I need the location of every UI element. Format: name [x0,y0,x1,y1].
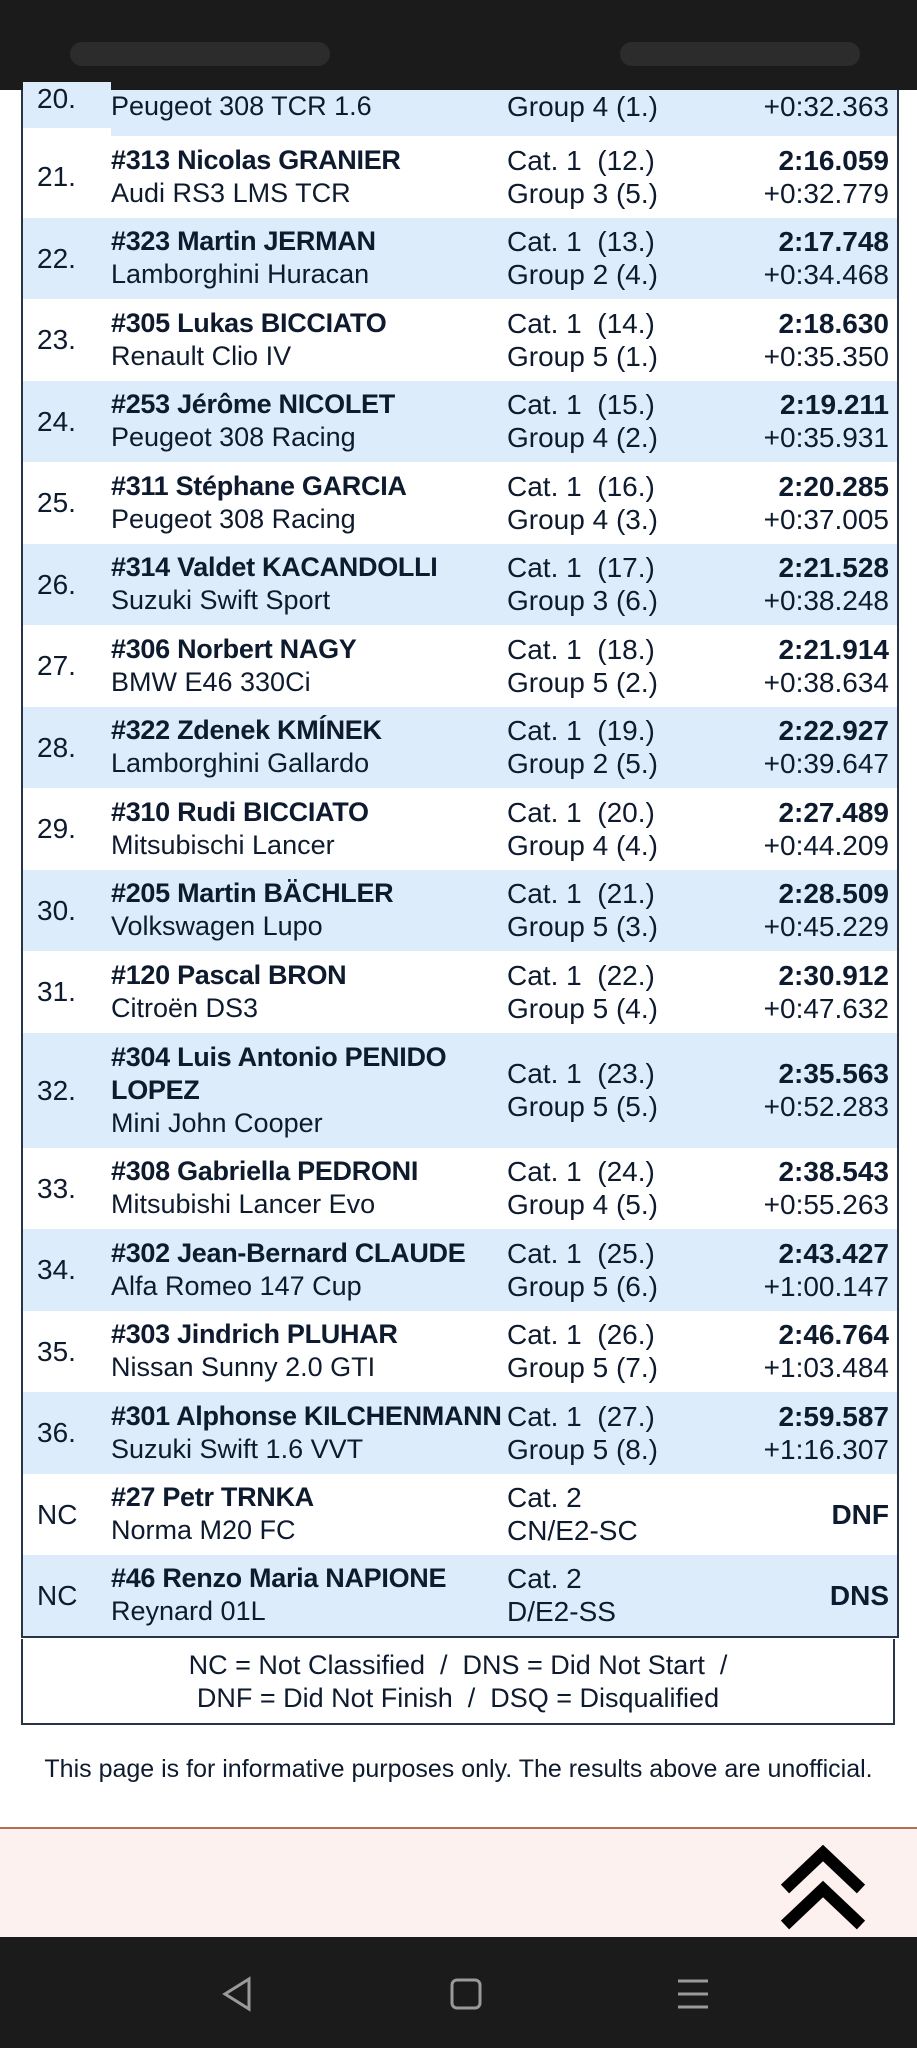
result-row [22,90,898,136]
driver-name: #314 Valdet KACANDOLLI [111,552,438,583]
category-rank: Cat. 1 (16.) [507,470,655,502]
driver-name: #305 Lukas BICCIATO [111,307,387,338]
time-cell [727,707,898,789]
best-lap-time: 2:17.748 [778,226,889,258]
category-rank: Cat. 1 (19.) [507,715,655,747]
category-rank: Cat. 1 (17.) [507,552,655,584]
time-cell [727,1033,898,1148]
gap-to-leader: +0:38.248 [763,585,889,617]
time-cell [727,870,898,952]
time-cell [727,90,898,136]
best-lap-time: 2:20.285 [778,470,889,502]
best-lap-time: 2:21.914 [778,633,889,665]
driver-name: #306 Norbert NAGY [111,633,357,664]
back-triangle-icon [213,1969,263,2019]
best-lap-time: 2:35.563 [778,1058,889,1089]
category-cell [507,299,727,381]
category-rank: Cat. 1 (18.) [507,633,655,665]
category-rank: Cat. 1 (12.) [507,144,655,176]
category-cell [507,870,727,952]
best-lap-time: 2:19.211 [780,389,889,421]
driver-cell [111,1148,507,1230]
group-rank: Group 5 (2.) [507,666,658,698]
result-row [22,1474,898,1556]
position-cell: 29. [37,813,76,845]
result-row [22,1033,898,1148]
status-bar [0,0,917,90]
position-cell: 24. [37,405,76,437]
position-cell: 33. [37,1172,76,1204]
gap-to-leader: +0:44.209 [763,829,889,861]
position-cell: 26. [37,568,76,600]
driver-cell [111,1229,507,1311]
driver-name: #323 Martin JERMAN [111,226,376,257]
category-cell [507,136,727,218]
group-rank: Group 5 (6.) [507,1270,658,1302]
result-row [22,951,898,1033]
category-cell [507,1474,727,1556]
position-cell: 31. [37,976,76,1008]
group-rank: Group 4 (1.) [507,91,658,122]
legend-box [21,1639,895,1725]
time-cell [727,136,898,218]
driver-name: #310 Rudi BICCIATO [111,796,369,827]
driver-name: #311 Stéphane GARCIA [111,470,407,501]
result-row [22,1311,898,1393]
time-cell [727,1474,898,1556]
category-cell [507,1033,727,1148]
category-rank: Cat. 1 (24.) [507,1156,655,1188]
gap-to-leader: +0:34.468 [763,259,889,291]
car-model: BMW E46 330Ci [111,666,311,697]
group-rank: Group 4 (2.) [507,422,658,454]
home-square-icon [441,1969,491,2019]
result-row [22,381,898,463]
category-cell [507,1392,727,1474]
category-rank: Cat. 1 (23.) [507,1058,655,1089]
category-cell [507,1311,727,1393]
disclaimer-text: This page is for informative purposes only. The results above are unofficial. [44,1755,873,1783]
category-cell [507,1229,727,1311]
time-cell [727,462,898,544]
nav-home-button[interactable] [441,1969,491,2019]
category-rank: Cat. 1 (20.) [507,796,655,828]
category-cell [507,218,727,300]
driver-cell [111,788,507,870]
position-cell: 34. [37,1254,76,1286]
best-lap-time: 2:22.927 [778,715,889,747]
gap-to-leader: +0:32.779 [763,177,889,209]
group-rank: Group 4 (3.) [507,503,658,535]
car-model: Suzuki Swift Sport [111,585,331,616]
time-cell [727,1148,898,1230]
scroll-to-top-button[interactable] [777,1845,869,1931]
gap-to-leader: +0:35.350 [763,340,889,372]
category-rank: Cat. 2 [507,1482,582,1514]
results-table [21,83,899,1638]
category-cell [507,707,727,789]
car-model: Audi RS3 LMS TCR [111,177,351,208]
best-lap-time: 2:27.489 [778,796,889,828]
group-rank: Group 3 (6.) [507,585,658,617]
category-rank: Cat. 1 (25.) [507,1237,655,1269]
driver-name: #27 Petr TRNKA [111,1482,314,1513]
car-model: Renault Clio IV [111,340,292,371]
legend-line-1: NC = Not Classified / DNS = Did Not Start / [188,1650,728,1680]
group-rank: D/E2-SS [507,1596,616,1628]
group-rank: Group 4 (5.) [507,1189,658,1221]
driver-cell [111,544,507,626]
car-model: Alfa Romeo 147 Cup [111,1270,362,1301]
best-lap-time: 2:38.543 [778,1156,889,1188]
gap-to-leader: +1:03.484 [763,1352,889,1384]
driver-cell [111,625,507,707]
group-rank: Group 4 (4.) [507,829,658,861]
system-navigation-bar [0,1937,917,2048]
result-row [22,625,898,707]
driver-name: #301 Alphonse KILCHENMANN [111,1400,502,1431]
gap-to-leader: +0:39.647 [763,748,889,780]
position-cell: 36. [37,1417,76,1449]
time-cell [727,1311,898,1393]
time-cell [727,1555,898,1637]
driver-cell [111,1033,507,1148]
car-model: Mini John Cooper [111,1107,323,1138]
result-row [22,788,898,870]
result-row [22,1392,898,1474]
time-cell [727,625,898,707]
driver-cell [111,1392,507,1474]
position-cell: 20. [37,83,76,114]
result-row [22,136,898,218]
group-rank: Group 2 (5.) [507,748,658,780]
group-rank: Group 5 (1.) [507,340,658,372]
gap-to-leader: +0:47.632 [763,992,889,1024]
car-model: Lamborghini Gallardo [111,748,370,779]
group-rank: Group 5 (5.) [507,1091,658,1122]
driver-cell [111,1555,507,1637]
driver-cell [111,218,507,300]
category-cell [507,1148,727,1230]
position-cell: 27. [37,650,76,682]
category-cell [507,951,727,1033]
driver-cell [111,462,507,544]
best-lap-time: 2:46.764 [778,1319,889,1351]
position-cell: 28. [37,731,76,763]
position-cell: 22. [37,242,76,274]
driver-cell [111,1311,507,1393]
gap-to-leader: +0:52.283 [763,1091,889,1122]
best-lap-time: 2:30.912 [778,959,889,991]
category-cell [507,544,727,626]
category-rank: Cat. 1 (27.) [507,1400,655,1432]
best-lap-time: 2:28.509 [778,878,889,910]
gap-to-leader: +0:32.363 [763,91,889,122]
driver-name: #120 Pascal BRON [111,959,347,990]
position-cell: 35. [37,1335,76,1367]
driver-name: #302 Jean-Bernard CLAUDE [111,1237,466,1268]
car-model: Peugeot 308 TCR 1.6 [111,91,372,121]
driver-name: #46 Renzo Maria NAPIONE [111,1563,447,1594]
best-lap-time: 2:16.059 [778,144,889,176]
result-row [22,870,898,952]
gap-to-leader: +0:37.005 [763,503,889,535]
driver-cell [111,299,507,381]
result-row [22,1555,898,1637]
car-model: Citroën DS3 [111,992,259,1023]
legend-line-2: DNF = Did Not Finish / DSQ = Disqualified [196,1683,720,1713]
driver-name: #205 Martin BÄCHLER [111,878,394,909]
category-cell [507,1555,727,1637]
car-model: Peugeot 308 Racing [111,503,356,534]
result-row [22,218,898,300]
driver-name-cont: LOPEZ [111,1074,200,1105]
driver-cell [111,381,507,463]
time-cell [727,381,898,463]
driver-name: #322 Zdenek KMÍNEK [111,715,382,746]
driver-cell [111,707,507,789]
status-badge: DNS [829,1579,889,1611]
group-rank: Group 3 (5.) [507,177,658,209]
time-cell [727,788,898,870]
car-model: Mitsubishi Lancer Evo [111,1189,376,1220]
gap-to-leader: +0:55.263 [763,1189,889,1221]
group-rank: CN/E2-SC [507,1515,638,1547]
car-model: Lamborghini Huracan [111,259,370,290]
result-row [22,299,898,381]
nav-back-button[interactable] [213,1969,263,2019]
best-lap-time: 2:18.630 [778,307,889,339]
gap-to-leader: +0:38.634 [763,666,889,698]
gap-to-leader: +0:35.931 [763,422,889,454]
menu-lines-icon [668,1969,718,2019]
double-chevron-up-icon [777,1845,869,1931]
result-row [22,462,898,544]
position-cell: 30. [37,894,76,926]
category-cell [507,462,727,544]
driver-name: #304 Luis Antonio PENIDO [111,1041,447,1072]
category-rank: Cat. 1 (14.) [507,307,655,339]
result-row [22,707,898,789]
category-cell [507,788,727,870]
driver-cell [111,90,507,136]
car-model: Reynard 01L [111,1596,266,1627]
category-rank: Cat. 2 [507,1563,582,1595]
category-rank: Cat. 1 (21.) [507,878,655,910]
category-rank: Cat. 1 (13.) [507,226,655,258]
results-table-container [21,83,899,1638]
group-rank: Group 5 (8.) [507,1433,658,1465]
driver-name: #308 Gabriella PEDRONI [111,1156,419,1187]
category-cell [507,625,727,707]
time-cell [727,218,898,300]
car-model: Norma M20 FC [111,1515,296,1546]
gap-to-leader: +0:45.229 [763,911,889,943]
best-lap-time: 2:21.528 [778,552,889,584]
position-cell: NC [37,1579,78,1611]
driver-cell [111,951,507,1033]
time-cell [727,951,898,1033]
time-cell [727,544,898,626]
car-model: Peugeot 308 Racing [111,422,356,453]
group-rank: Group 5 (4.) [507,992,658,1024]
car-model: Suzuki Swift 1.6 VVT [111,1433,364,1464]
position-cell: 25. [37,487,76,519]
driver-cell [111,136,507,218]
driver-cell [111,870,507,952]
category-rank: Cat. 1 (22.) [507,959,655,991]
blurred-status-left [70,42,330,66]
group-rank: Group 2 (4.) [507,259,658,291]
position-cell: 32. [37,1074,76,1106]
category-rank: Cat. 1 (15.) [507,389,655,421]
category-cell [507,381,727,463]
category-cell [507,90,727,136]
position-cell: NC [37,1498,78,1530]
status-badge: DNF [831,1498,889,1530]
result-row [22,544,898,626]
best-lap-time: 2:59.587 [778,1400,889,1432]
car-model: Volkswagen Lupo [111,911,323,942]
category-rank: Cat. 1 (26.) [507,1319,655,1351]
driver-name: #253 Jérôme NICOLET [111,389,395,420]
car-model: Nissan Sunny 2.0 GTI [111,1352,376,1383]
result-row [22,1229,898,1311]
time-cell [727,299,898,381]
time-cell [727,1229,898,1311]
best-lap-time: 2:43.427 [778,1237,889,1269]
gap-to-leader: +1:16.307 [763,1433,889,1465]
driver-name: #313 Nicolas GRANIER [111,144,401,175]
nav-menu-button[interactable] [668,1969,718,2019]
group-rank: Group 5 (3.) [507,911,658,943]
footer-bar [0,1827,917,1939]
gap-to-leader: +1:00.147 [763,1270,889,1302]
position-cell: 21. [37,161,76,193]
result-row [22,1148,898,1230]
blurred-status-right [620,42,860,66]
driver-name: #303 Jindrich PLUHAR [111,1319,398,1350]
time-cell [727,1392,898,1474]
car-model: Mitsubischi Lancer [111,829,335,860]
group-rank: Group 5 (7.) [507,1352,658,1384]
position-cell: 23. [37,324,76,356]
driver-cell [111,1474,507,1556]
